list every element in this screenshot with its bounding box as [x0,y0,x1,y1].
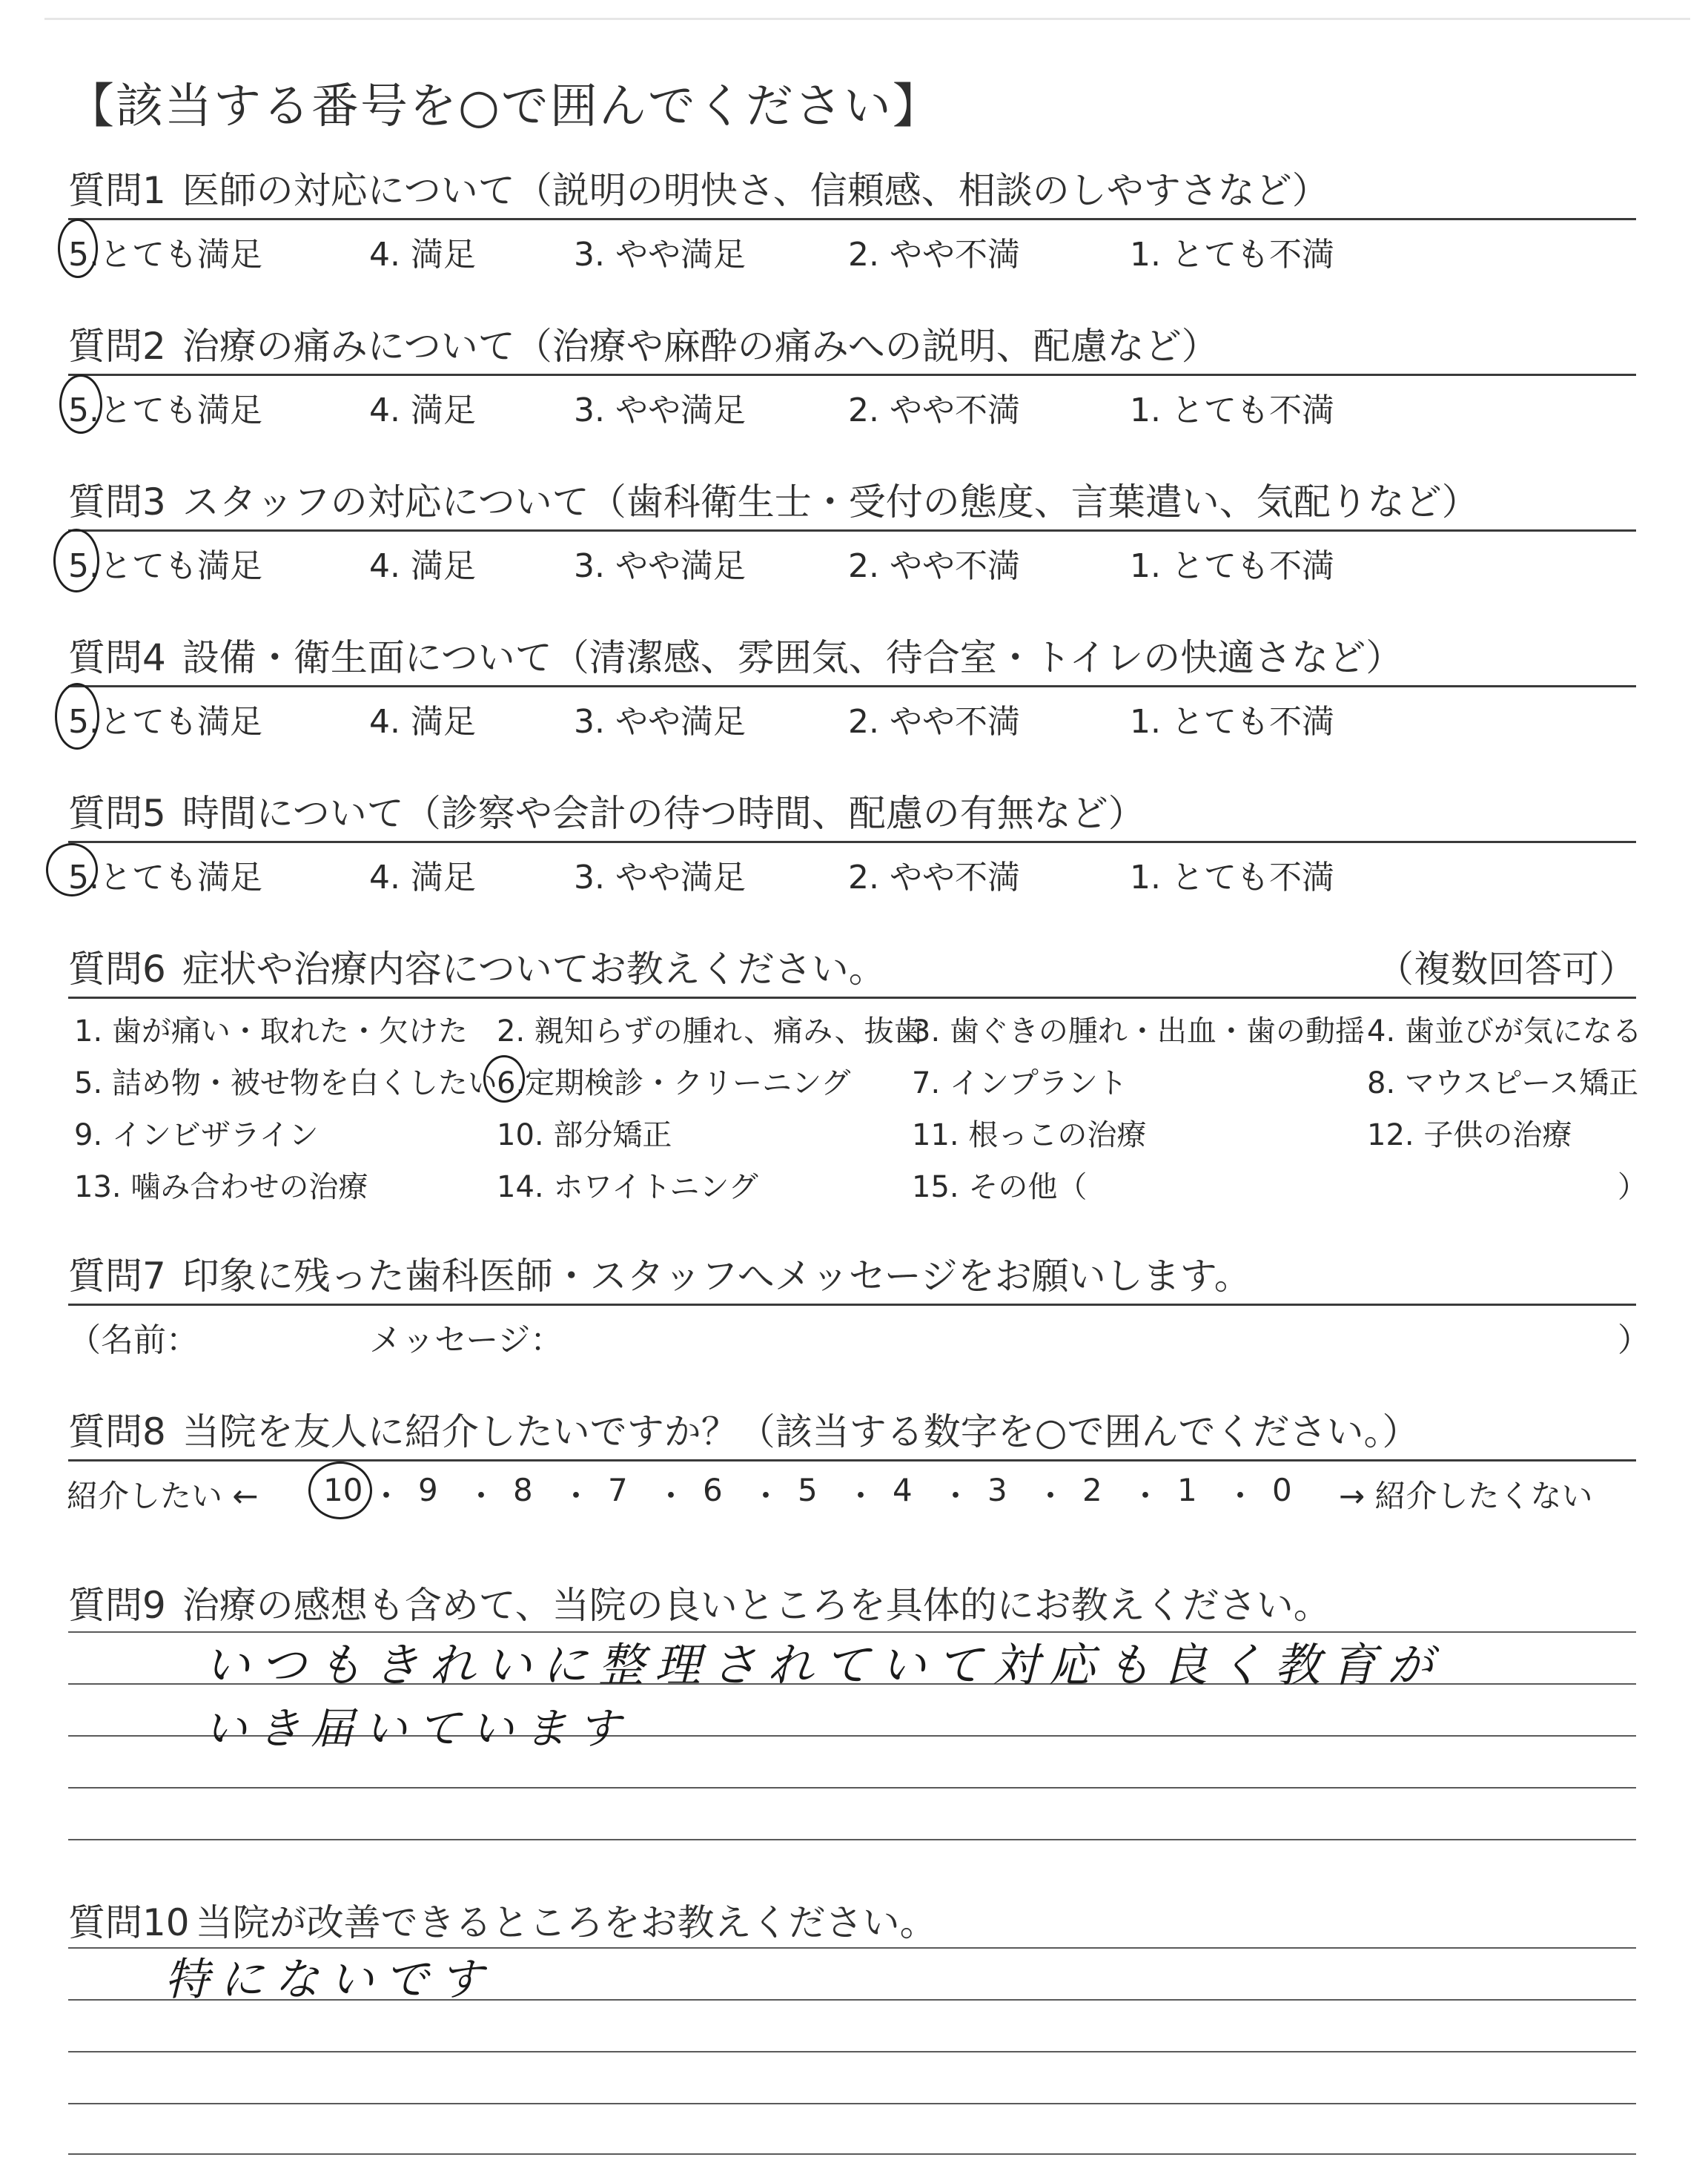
instruction-heading: 【該当する番号を○で囲んでください】 [67,79,941,134]
option-3[interactable]: 3. やや満足 [574,236,746,274]
scale-value-1[interactable]: 1 [1177,1472,1197,1508]
question-text: 当院を友人に紹介したいですか？（該当する数字を○で囲んでください。） [182,1410,1420,1453]
option-3[interactable]: 3. やや満足 [574,703,746,741]
question-5-title [68,787,1636,839]
multiple-answers-note: （複数回答可） [1377,948,1636,991]
option-1[interactable]: 1. とても不満 [1130,392,1334,429]
question-label: 質問2 [68,325,166,368]
scale-separator: ・ [371,1478,403,1514]
question-label: 質問9 [68,1584,166,1627]
question-label: 質問4 [68,636,166,679]
option-3[interactable]: 3. やや満足 [574,392,746,429]
question-7-title [68,1250,1636,1302]
question-8-title [68,1406,1636,1458]
treatment-option-11[interactable]: 11. 根っこの治療 [912,1118,1147,1152]
message-label: メッセージ： [369,1321,563,1359]
message-close-paren: ） [1618,1321,1650,1359]
q10-handwritten-line-1: 特にないです [165,1954,494,2006]
answer-line [68,2103,1636,2104]
question-6 [68,943,1647,1206]
treatment-option-7[interactable]: 7. インプラント [912,1066,1128,1100]
question-text: スタッフの対応について（歯科衛生士・受付の態度、言葉遣い、気配りなど） [182,480,1479,524]
question-label: 質問10 [68,1901,190,1944]
option-3[interactable]: 3. やや満足 [574,859,746,896]
question-3 [68,476,1636,584]
question-2-title [68,320,1636,372]
scale-separator: ・ [466,1478,497,1514]
option-5[interactable]: 5.とても満足 [68,695,262,742]
treatment-options [68,999,1647,1206]
scale-separator: ・ [940,1478,972,1514]
scale-value-6[interactable]: 6 [703,1472,723,1508]
rating-options [68,687,1636,739]
question-text: 治療の痛みについて（治療や麻酔の痛みへの説明、配慮など） [182,325,1219,368]
question-label: 質問7 [68,1255,166,1298]
treatment-option-9[interactable]: 9. インビザライン [74,1118,319,1152]
answer-line [68,2051,1636,2052]
question-text: 治療の感想も含めて、当院の良いところを具体的にお教えください。 [182,1584,1331,1627]
question-label: 質問3 [68,480,166,524]
option-1[interactable]: 1. とても不満 [1130,236,1334,274]
other-close-paren: ） [1618,1170,1647,1204]
rating-options [68,220,1636,272]
question-10-title [68,1897,1636,1949]
scale-separator: ・ [560,1478,592,1514]
answer-line [68,2153,1636,2155]
option-1[interactable]: 1. とても不満 [1130,547,1334,585]
question-1-title [68,165,1636,217]
question-label: 質問8 [68,1410,166,1453]
treatment-option-15-other[interactable]: 15. その他（ [912,1170,1088,1204]
option-5[interactable]: 5.とても満足 [68,228,262,275]
question-text: 症状や治療内容についてお教えください。 [182,948,886,991]
message-row [68,1306,1650,1359]
scale-right-label: → 紹介したくない [1339,1478,1593,1514]
treatment-option-14[interactable]: 14. ホワイトニング [497,1170,758,1204]
question-text: 当院が改善できるところをお教えください。 [195,1901,937,1944]
scale-value-2[interactable]: 2 [1082,1472,1102,1508]
question-3-title [68,476,1636,528]
option-3[interactable]: 3. やや満足 [574,547,746,585]
question-1 [68,165,1636,272]
question-5 [68,787,1636,895]
scale-value-8[interactable]: 8 [513,1472,533,1508]
question-text: 印象に残った歯科医師・スタッフへメッセージをお願いします。 [182,1255,1251,1298]
question-text: 設備・衛生面について（清潔感、雰囲気、待合室・トイレの快適さなど） [182,636,1403,679]
option-1[interactable]: 1. とても不満 [1130,859,1334,896]
option-2[interactable]: 2. やや不満 [848,547,1020,585]
treatment-option-1[interactable]: 1. 歯が痛い・取れた・欠けた [74,1014,468,1048]
option-4[interactable]: 4. 満足 [369,703,476,741]
treatment-option-5[interactable]: 5. 詰め物・被せ物を白くしたい [74,1066,497,1100]
q9-handwritten-line-2: いき届いています [204,1703,632,1754]
question-7 [68,1250,1650,1359]
scale-left-label: 紹介したい ← [67,1478,259,1514]
scale-value-0[interactable]: 0 [1272,1472,1292,1508]
question-text: 医師の対応について（説明の明快さ、信頼感、相談のしやすさなど） [182,169,1329,212]
scale-value-3[interactable]: 3 [987,1472,1007,1508]
option-5[interactable]: 5.とても満足 [68,383,262,431]
treatment-option-10[interactable]: 10. 部分矯正 [497,1118,672,1152]
option-2[interactable]: 2. やや不満 [848,236,1020,274]
question-9 [68,1579,1636,1631]
option-2[interactable]: 2. やや不満 [848,859,1020,896]
option-2[interactable]: 2. やや不満 [848,703,1020,741]
scale-separator: ・ [655,1478,687,1514]
scale-separator: ・ [1130,1478,1162,1514]
question-4 [68,632,1636,739]
scale-value-4[interactable]: 4 [893,1472,913,1508]
question-text: 時間について（診察や会計の待つ時間、配慮の有無など） [182,792,1145,835]
scale-separator: ・ [1035,1478,1067,1514]
option-4[interactable]: 4. 満足 [369,392,476,429]
scale-value-text: 10 [323,1472,363,1508]
scale-separator: ・ [845,1478,877,1514]
recommendation-scale [68,1462,1636,1521]
treatment-option-6[interactable]: 6.定期検診・クリーニング [497,1060,850,1102]
scale-separator: ・ [1225,1478,1257,1514]
rating-options [68,376,1636,428]
option-2[interactable]: 2. やや不満 [848,392,1020,429]
rating-options [68,532,1636,584]
scale-value-7[interactable]: 7 [608,1472,628,1508]
treatment-option-13[interactable]: 13. 噛み合わせの治療 [74,1170,368,1204]
treatment-option-12[interactable]: 12. 子供の治療 [1367,1118,1572,1152]
answer-line [68,1787,1636,1789]
question-9-title [68,1579,1636,1631]
question-label: 質問5 [68,792,166,835]
question-label: 質問6 [68,948,166,991]
top-edge-line [44,18,1690,20]
question-8 [68,1406,1636,1521]
question-4-title [68,632,1636,684]
rating-options [68,843,1636,895]
treatment-option-4[interactable]: 4. 歯並びが気になる [1367,1014,1642,1048]
question-10 [68,1897,1636,1949]
treatment-option-3[interactable]: 3. 歯ぐきの腫れ・出血・歯の動揺 [912,1014,1365,1048]
option-4[interactable]: 4. 満足 [369,547,476,585]
option-4[interactable]: 4. 満足 [369,859,476,896]
question-2 [68,320,1636,428]
scale-value-9[interactable]: 9 [418,1472,438,1508]
scale-separator: ・ [750,1478,782,1514]
option-5[interactable]: 5.とても満足 [68,851,262,898]
answer-line [68,1839,1636,1840]
name-label: （名前： [68,1321,199,1359]
treatment-option-2[interactable]: 2. 親知らずの腫れ、痛み、抜歯 [497,1014,924,1048]
option-1[interactable]: 1. とても不満 [1130,703,1334,741]
scale-value-5[interactable]: 5 [798,1472,818,1508]
scale-value-10[interactable] [323,1472,363,1508]
treatment-option-8[interactable]: 8. マウスピース矯正 [1367,1066,1639,1100]
q9-handwritten-line-1: いつもきれいに整理されていて対応も良く教育が [204,1638,1444,1692]
question-label: 質問1 [68,169,166,212]
question-6-title [68,943,1636,995]
option-5[interactable]: 5.とても満足 [68,539,262,587]
option-4[interactable]: 4. 満足 [369,236,476,274]
